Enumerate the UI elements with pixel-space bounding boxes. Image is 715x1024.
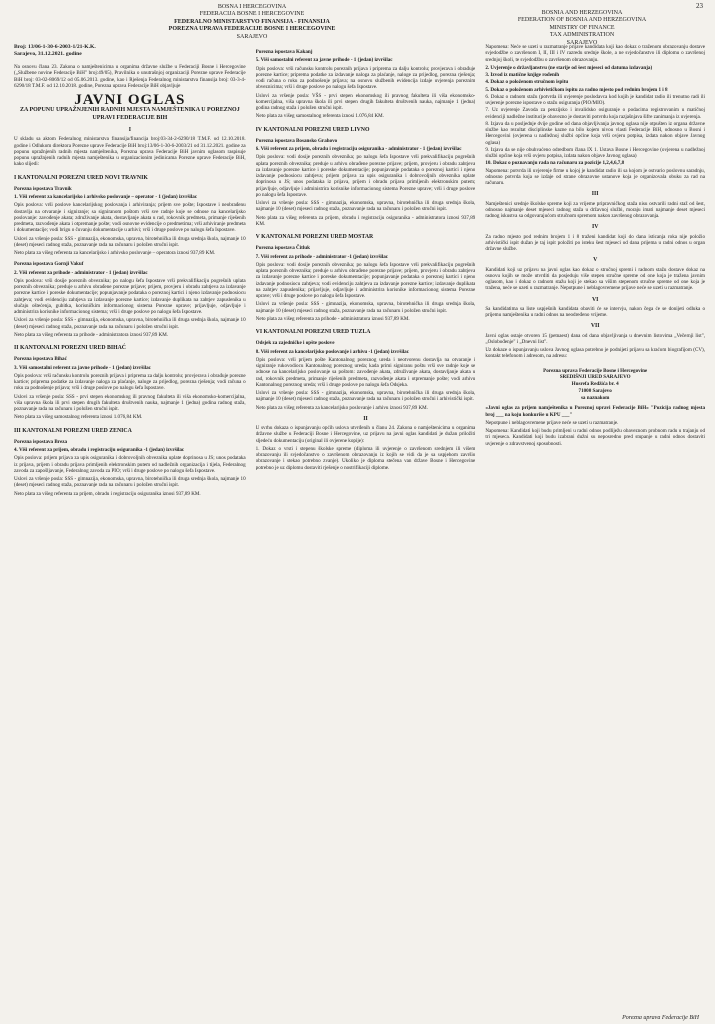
documents-list-item: 10. Dokaz o poznavanju rada na računaru za pozicije 1,2,4,6,7,8 bbox=[485, 160, 625, 167]
position-salary: Neto plata za višeg samostalnog referenta iznosi 1.076,84 KM. bbox=[14, 414, 143, 421]
header-line: SARAJEVO bbox=[236, 33, 268, 40]
section-paragraph: Za radno mjesto pod rednim brojem 1 i 8 traženi kandidat koji do dana isticanja roka nije položio arhivistički ispit dužan je taj ispit položiti po isteku šest mjeseci od dana prijema u radni odnos u organ državne službe. bbox=[485, 233, 705, 252]
position-description: Opis poslova: vodi dosije poreznih obveznika; po nalogu šefa Ispostave vrši prekvalifikaciju pogrešnih uplata poreznih obveznika; preduje u arhivu obrađene porezne prijave; prijem, provjeru i obradu zahtjeva za izdavanje porezne kartice i poreske dokumentacije; popunjavanje podataka o poreznoj kartici i njeno izdavanje podnosiocu zahtjeva; prijem prijava za upis osiguranika i dobrovoljnih obveznika uplate doprinosa u JS; unos podataka iz prijava, prijem i obradu prijava primljenih elektronskim putem; prijavljuje, odjavljuje i administrira korisnike informacionog sistema Porezne uprave; vrši i druge poslove po nalogu šefa Ispostave. bbox=[255, 154, 476, 198]
header-right-en bbox=[482, 10, 682, 47]
branch-heading: Porezna ispostava Čitluk bbox=[255, 245, 310, 252]
column-1 bbox=[14, 44, 246, 1010]
documents-list bbox=[485, 65, 705, 167]
header-line: FEDERACIJA BOSNE I HERCEGOVINE bbox=[199, 11, 305, 18]
note-paragraph: Napomena: Kandidati koji budu primljeni u radni odnos podliježu obaveznom probnom radu u trajanju od tri mjeseca. Kandidati koji budu izabrani dužni su neposredno pred stupanje u radni odnos dostaviti uvjerenje o zdravstvenoj sposobnosti. bbox=[485, 428, 705, 447]
position-title: 1. Viši referent za kancelarijsko i arhivsko poslovanje – operator - 1 (jedan) izvršilac bbox=[14, 194, 198, 201]
page-number: 23 bbox=[696, 2, 703, 10]
position-salary: Neto plata za višeg samostalnog referenta iznosi 1.076,84 KM. bbox=[255, 113, 384, 120]
header-left-ba bbox=[122, 4, 382, 41]
position-requirements: Uslovi za vršenje posla: SSS - gimnazija, ekonomska, upravna, birotehnička ili druga srednja škola, najmanje 10 (deset) mjeseci radnog staža, poznavanje rada na računaru i položen stručni ispit. bbox=[255, 200, 476, 213]
position-requirements: Uslovi za vršenje posla: SSS - gimnazija, ekonomska, upravna, birotehnička ili druga srednja škola, najmanje 10 (deset) mjeseci radnog staža, poznavanje rada na računaru i položen stručni i arhivistički ispit. bbox=[255, 390, 476, 403]
position-description: Opis poslova: vodi dosije poreznih obveznika; po nalogu šefa Ispostave vrši prekvalifikaciju pogrešnih uplata poreznih obveznika; preduje u arhivu obrađene porezne prijave; prijem, provjeru i obradu zahtjeva za izdavanje porezne kartice i poreske dokumentacije; popunjavanje podataka o poreznoj kartici i njeno izdavanje podnosiocu zahtjeva; vodi evidenciju zahtjeva za izdavanje porezne kartice; izdavanje duplikata na zahtjev zapuslenika; prijavljuje, odjavljuje i administrira korisnike informacionog sistema Porezne uprave; vrši i druge poslove po nalogu šefa Ispostave. bbox=[255, 261, 476, 299]
documents-list-item: 4. Dokaz o položenom stručnom ispitu bbox=[485, 79, 569, 86]
documents-list-item: 5. Dokaz o položenom arhivističkom ispitu za radno mjesto pod rednim brojem 1 i 8 bbox=[485, 86, 668, 93]
header-line: FEDERATION OF BOSNIA AND HERZEGOVINA bbox=[517, 17, 647, 24]
header-line: FEDERALNO MINISTARSTVO FINANSIJA - FINANSIJA bbox=[174, 18, 330, 25]
columns bbox=[14, 44, 705, 1010]
documents-list-item: 7. Uz uvjerenje Zavoda za penzijsko i invalidsko osiguranje o podacima registrovanim u matičnoj evidenciji nadležne institucije obavezno je dostaviti potvrdu koja razjašnjava šifre zanimanja iz uvjerenja. bbox=[485, 107, 705, 120]
branch-heading: Porezna ispostava Bihać bbox=[14, 356, 67, 363]
address-line: SREDIŠNJI URED SARAJEVO bbox=[559, 374, 631, 381]
branch-heading: Odsjek za zajedničke i opšte poslove bbox=[255, 340, 335, 347]
address-line: sa naznakom bbox=[580, 394, 610, 401]
position-salary: Neto plata za višeg referenta za prihode - administratora iznosi 937,89 KM. bbox=[14, 331, 169, 338]
position-title: 5. Viši samostalni referent za javne prihode - 1 (jedan) izvršilac bbox=[255, 57, 393, 64]
position-requirements: Uslovi za vršenje posla: SSS - prvi stepen ekonomskog ili pravnog fakulteta ili viša ekonomsko-komercijalna, viša upravna škola ili prvi stepen drugih fakulteta društvenih nauka, najmanje 1 (jedna) godina radnog staža, poznavanje rada na računaru i položen stručni ispit. bbox=[14, 393, 246, 413]
section-roman-VII: VII bbox=[590, 323, 600, 330]
document-title: JAVNI OGLAS bbox=[74, 92, 186, 108]
section-roman-VI: VI bbox=[591, 296, 599, 303]
header-line: BOSNIA AND HERZEGOVINA bbox=[541, 10, 623, 16]
incomplete-note: Nepotpune i neblagovremene prijave neće se uzeti u razmatranje. bbox=[485, 419, 619, 426]
address-line: Husrefa Redžića br. 4 bbox=[571, 381, 619, 388]
branch-heading: Porezna ispostava Breza bbox=[14, 438, 68, 445]
address-line: Porezna uprava Federacije Bosne i Hercegovine bbox=[543, 367, 648, 374]
office-heading: VI KANTONALNI POREZNI URED TUZLA bbox=[255, 329, 371, 335]
footer-signature: Porezna uprava Federacije BiH bbox=[622, 1015, 699, 1021]
branch-heading: Porezna ispostava Gornji Vakuf bbox=[14, 261, 84, 268]
intro-paragraph: U skladu sa aktom Federalnog ministarstva finansija/financija broj:03-34-2-6290/18 T.M.F. od 12.10.2018. godine i Odlukom direktora Porezne uprave Federacije BiH broj:13/06-1-30-6-2003/21 od 31.12.2021. godine za popunu upražnjenih radnih mjesta namještenika, Porezna uprava Federacije BiH javnim oglasom raspisuje popunu upražnjenih radnih mjesta namještenika u organizacionim jedinicama Porezne uprave Federacije BiH, kako slijedi: bbox=[14, 136, 246, 168]
documents-intro: U svrhu dokaza o ispunjavanju općih uslova utvrđenih u članu 24. Zakona o namještenicima u organima državne službe u Federaciji Bosne i Hercegovine, uz prijavu na javni oglas kandidati je dužan priložiti sljedeću dokumentaciju (original ili ovjerene kopije): bbox=[255, 425, 476, 444]
section-paragraph: Javni oglas ostaje otvoren 15 (petnaest) dana od dana objavljivanja u dnevnim listovima „Večernji list", „Oslobođenje" i „Dnevni list". bbox=[485, 332, 705, 345]
branch-heading: Porezna ispostava Kakanj bbox=[255, 49, 313, 55]
position-salary: Neto plata za višeg referenta za prijem, obradu i registraciju osiguranika iznosi 937,89 KM. bbox=[14, 490, 201, 497]
position-salary: Neto plata za višeg referenta za kancelarijsko poslovanje i arhivu iznosi 937,89 KM. bbox=[255, 404, 428, 411]
office-heading: II KANTONALNI POREZNI URED BIHAĆ bbox=[14, 345, 126, 352]
documents-item: 1. Dokaz o vrsti i stepenu školske spreme (diploma ili uvjerenje o završenom srednjem ili višem obrazovanju ili svjedočanstvo o završenom obrazovanju iz kojih se vidi da je sa uspjehom završio obrazovanje i stekao potrebno zvanje). Ukoliko je diploma stečena van države Bosne i Hercegovine potrebno je uz diplomu dostaviti rješenje o nostrifikaciji diplome. bbox=[255, 445, 476, 471]
position-requirements: Uslovi za vršenje posla: SSS - gimnazija, ekonomska, upravna, birotehnička ili druga srednja škola, najmanje 10 (deset) mjeseci radnog staža, poznavanje rada na računaru i položen stručni ispit. bbox=[14, 317, 246, 330]
column-2 bbox=[256, 44, 476, 1010]
header-line: POREZNA UPRAVA FEDERACIJE BOSNE I HERCEGOVINE bbox=[168, 26, 336, 33]
header-line: TAX ADMINISTRATION bbox=[549, 32, 615, 39]
position-title: 3. Viši samostalni referent za javne prihode - 1 (jedan) izvršilac bbox=[14, 364, 151, 371]
position-description: Opis poslova: vrši prijem pošte Kantonalnog poreznog ureda i neotvorenu dostavlja na otvaranje i signiranje rukovodiocu Kantonalnog poreznog ureda; kada primi signiranu poštu vrši sve radnje koje se odnose na kancelarijsko poslovanje sa poštom: zavođenje akata, združivanje akata, dostavljanje akata u rad, rokovnik predmeta, primanje riješenih predmeta, razvođenje akata i otpremanje pošte; vodi arhivu Kantonalnog poreznog ureda; vrši i druge poslove po nalogu šefa Odsjeka. bbox=[255, 356, 476, 388]
position-title: 4. Viši referent za prijem, obradu i registraciju osiguranika -1 (jedan) izvršilac bbox=[14, 447, 185, 454]
document-subtitle: ZA POPUNU UPRAŽNJENIH RADNIH MJESTA NAMJEŠTENIKA U POREZNOJ UPRAVI FEDERACIJE BIH bbox=[19, 107, 240, 121]
documents-list-item: 6. Dokaz o radnom stažu (potvrda ili uvjerenje poslodavca kod kojih je kandidat radio ili trenutno radi ili uvjerenje porezne ispostave o stažu osiguranja (PIO/MIO). bbox=[485, 93, 705, 106]
section-paragraph: Sa kandidatima sa liste uspješnih kandidata obaviti će se intervju, nakon čega će se donijeti odluka o prijemu namještenika u radni odnos na neodređeno vrijeme. bbox=[485, 305, 705, 318]
section-roman-IV: IV bbox=[591, 224, 599, 231]
office-heading: V KANTONALNI POREZNI URED MOSTAR bbox=[255, 234, 374, 240]
header-line: SARAJEVO bbox=[566, 39, 598, 46]
documents-list-item: 3. Izvod iz matične knjige rođenih bbox=[485, 72, 560, 78]
section-roman-V: V bbox=[593, 257, 598, 264]
position-title: 8. Viši referent za kancelarijsko poslovanje i arhivu -1 (jedan) izvršilac bbox=[255, 348, 409, 355]
address-note: «Javni oglas za prijem namještenika u Poreznoj upravi Federacije BiH» "Pozicija radnog mjesta broj ___ na koju konkuriše u KPU ___" bbox=[485, 405, 705, 418]
position-salary: Neto plata za višeg referenta za prihode - administratora iznosi 937,89 KM. bbox=[255, 315, 410, 322]
position-title: 6. Viši referent za prijem, obradu i registraciju osiguranika - administrator - 1 (jedan) izvršilac bbox=[255, 146, 462, 152]
branch-heading: Porezna ispostava Travnik bbox=[14, 185, 72, 192]
position-description: Opis poslova: vrši računsku kontrolu poreznih prijava i priprema za dalju kontrolu; provjerava i obrađuje porezne kartice; priprema podatke za izdavanje naloga za plaćanje, naloge za prijedlog, porezna rješenja; vodi računa o roku za podnošenje prijava; vrši i druge poslove po nalogu šefa Ispostave. bbox=[14, 372, 246, 392]
submission-address bbox=[485, 368, 705, 402]
column-3 bbox=[485, 44, 705, 1010]
position-title: 2. Viši referent za prihode - administrator - 1 (jedan) izvršilac bbox=[14, 269, 148, 276]
position-title: 7. Viši referent za prihode - administrator -1 (jedan) izvršilac bbox=[255, 253, 389, 260]
documents-list-item: 9. Izjava da se nije obuhvaćeno odredbom člana IX 1. Ustava Bosne i Hercegovine (ovjerena u nadležnoj službi općine koja vrši ovjeru potpisa, izdata nakon objave Javnog oglasa) bbox=[485, 146, 705, 159]
position-description: Opis poslova: vrši dosije poreznih obveznika; po nalogu šefa Ispostave vrši prekvalifikaciju pogrešnih uplata poreznih obveznika; preduje u arhivu obrađene porezne prijave; prijem, provjeru i obradu zahtjeva za izdavanje porezne kartice i poreske dokumentacije; popunjavanje podataka o poreznoj kartici i njeno izdavanje podnosiocu zahtjeva; vodi evidenciju zahtjeva za izdavanje porezne kartice; izdavanje duplikata na zahtjev zapuslenika u slučaju oštećenja, gubitka, korisničkim informacionog sistema Porezne uprave; prijavljuje, odjavljuje i administrira korisnike informacionog sistema; vrši i druge poslove po nalogu šefa Ispostave. bbox=[14, 277, 246, 316]
section-roman-II: II bbox=[363, 415, 368, 422]
note-paragraph: Napomena: potvrda ili uvjerenje firme u kojoj je kandidat radio ili sa kojom je ostvario poslovnu saradnju, odnosno potvrda koja se izdaje od strane obrazovne ustanove koja je organizovala obuku za rad na računaru. bbox=[485, 167, 705, 186]
reference-date: Sarajevo, 31.12.2021. godine bbox=[14, 51, 82, 57]
section-paragraph: Namještenici srednje školske spreme koji za vrijeme pripravničkog staža nisu ostvarili radni staž od šest, odnosno najmanje deset mjeseci radnog staža u državnoj službi, moraju imati najmanje deset mjeseci radnog iskustva sa odgovarajućom stručnom spremom nakon završenog obrazovanja. bbox=[485, 200, 705, 219]
position-requirements: Uslovi za vršenje posla: SSS - gimnazija, ekonomska, upravna, birotehnička ili druga srednja škola, najmanje 10 (deset) mjeseci radnog staža, poznavanje rada na računaru i položen stručni ispit. bbox=[14, 476, 246, 489]
section-paragraph: Kandidati koji uz prijavu na javni oglas kao dokaz o stručnoj spremi i radnom stažu dostave dokaz na osnovu kojih se može utvrditi da posjeduju više stepen stručne spreme od one koja je tražena javnim oglasom, kao i dokaz o radnom stažu koji je stekao sa višim stepenom stručne spreme od one koja je tražena, neće se uzeti u razmatranje. Nepotpune i neblagovremene prijave neće se uzeti u razmatranje. bbox=[485, 266, 705, 292]
position-salary: Neto plata za višeg referenta za prijem, obradu i registraciju osiguranika - administratora iznosi 937,89 KM. bbox=[255, 214, 476, 227]
section-roman-III: III bbox=[591, 191, 599, 198]
documents-list-item: 8. Izjava da u posljednje dvije godine od dana objavljivanja javnog oglasa nije otpušten iz organa državne službe kao rezultat disciplinske kazne na bilo kojem nivou vlasti Federacije BiH, odnosno u Bosni i Hercegovini (ovjerena u nadležnoj službi općine koja vrši ovjeru potpisa, izdata nakon objave Javnog oglasa) bbox=[485, 120, 705, 146]
header-line: BOSNA I HERCEGOVINA bbox=[217, 4, 287, 10]
reference-number: Broj: 13/06-1-30-6-2003-1/21-K.K. bbox=[14, 44, 96, 50]
position-requirements: Uslovi za vršenje posla: VŠS - prvi stepen ekonomskog ili pravnog fakulteta ili viša ekonomsko-komercijalna, viša upravna škola ili prvi stepen drugih fakulteta društvenih nauka, najmanje 1 (jedna) godina radnog staža i položen stručni ispit. bbox=[255, 92, 476, 111]
reference-block bbox=[14, 44, 246, 58]
section-paragraph: Uz dokaze o ispunjavanju uslova Javnog oglasa potrebno je podnijeti prijavu sa kraćom biografijom (CV), kontakt telefonom i adresom, na adresu: bbox=[485, 347, 705, 360]
position-description: Opis poslova: vrši poslove kancelarijskog poslovanja i arhiviranja; prijem sve pošte; Ispostave i neobrađenu dostavlja na otvaranje i signiranje; sa signiranom poštom vrši sve radnje koje se odnose na kancelarijsko poslovanje: zavođenje akata; združivanje akata, dostavljanje akata u rad, rokovnik predmeta, primanje riješenih predmeta, razvođenje akata i otpremanje pošte; vodi osnovne evidencije o predmetima; vrši arhiviranje predmeta i dokumentacije; vodi brigu o čuvanju dokumentacije u arhivi; vrši i druge poslove po nalogu šefa Ispostave. bbox=[14, 202, 246, 234]
section-roman-I: I bbox=[128, 127, 131, 134]
office-heading: III KANTONALNI POREZNI URED ZENICA bbox=[14, 427, 132, 434]
position-salary: Neto plata za višeg referenta za kancelarijsko i arhivsko poslovanje – operatora iznosi 937,89 KM. bbox=[14, 250, 216, 257]
position-description: Opis poslova: prijem prijava za upis osiguranika i dobrovoljnih obveznika uplate doprinosa u JS; unos podataka iz prijava, prijem i obradu prijava primljenih elektronskim putem od nadležnih organizacija i tijela, Federalnog zavoda za zapošljavanje, Federalnog zavoda za PIO; vrši i druge poslove po nalogu šefa Ispostave. bbox=[14, 455, 246, 474]
note-paragraph: Napomena: Neće se uzeti u razmatranje prijave kandidata koji kao dokaz o traženom obrazovanju dostave svjedodžbe o završenom I, II, III i IV razredu srednje škole, a ne svjedočanstvo ili diplomu o završenoj srednjoj školi, te svjedodžbu o završenom obrazovanju. bbox=[485, 44, 705, 63]
position-requirements: Uslovi za vršenje posla: SSS - gimnazija, ekonomska, upravna, birotehnička ili druga srednja škola, najmanje 10 (deset) mjeseci radnog staža, poznavanje rada na računaru i položen stručni ispit. bbox=[255, 301, 476, 314]
branch-heading: Porezna ispostava Bosansko Grahovo bbox=[255, 137, 338, 144]
office-heading: IV KANTONALNI POREZNI URED LIVNO bbox=[255, 126, 370, 133]
position-requirements: Uslovi za vršenje posla: SSS - gimnazija, ekonomska, upravna, birotehnička ili druga srednja škola, najmanje 10 (deset) mjeseci radnog staža, poznavanje rada na računaru i položen stručni ispit. bbox=[14, 235, 246, 248]
lead-paragraph: Na osnovu člana 23. Zakona o namještenicima u organima državne službe u Federaciji Bosne i Hercegovine („Službene novine Federacije BiH" broj:49/05), Pravilnika o unutrašnjoj organizaciji Porezne uprave Federacije BiH broj: 03-02-8069/12 od 05.06.2013. godine, kao i Rješenja Federalnog ministarstva finansija broj: 03-3-4-6290/18 T.M.F. od 12.10.2018. godine, Porezna uprava Federacije BiH objavljuje bbox=[14, 64, 246, 89]
header-line: MINISTRY OF FINANCE bbox=[549, 24, 615, 31]
office-heading: I KANTONALNI POREZNI URED NOVI TRAVNIK bbox=[14, 174, 148, 181]
position-description: Opis poslova: vrši računsku kontrolu poreznih prijava i priprema za dalju kontrolu; provjerava i obrađuje porezne kartice; priprema podatke za izdavanje naloga za plaćanje, naloge za prijedlog, porezna rješenja; vodi računa o roku za podnošenje prijava; na osnovu službenih evidencija izdaje uvjerenja poreznim obveznicima; vrši i druge poslove po nalogu šefa Ispostave. bbox=[255, 65, 476, 91]
documents-list-item: 2. Uvjerenje o državljanstvu (ne starije od šest mjeseci od datuma izdavanja) bbox=[485, 64, 653, 71]
address-line: 71000 Sarajevo bbox=[578, 387, 612, 394]
